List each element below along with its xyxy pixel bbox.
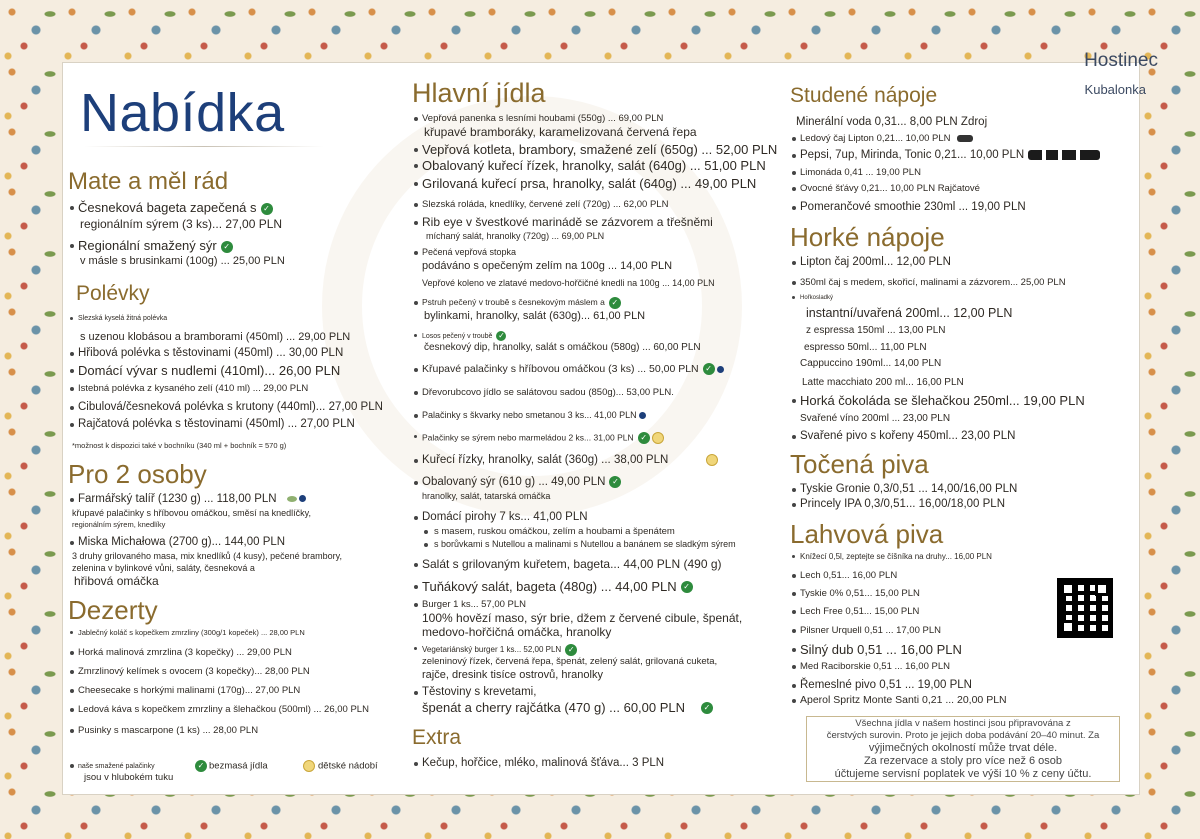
list-item-detail: Latte macchiato 200 ml... 16,00 PLN — [802, 377, 964, 388]
list-item: Ledový čaj Lipton 0,21... 10,00 PLN — [790, 132, 1135, 145]
list-item-detail: hranolky, salát, tatarská omáčka — [422, 490, 551, 501]
smiley-icon — [303, 760, 315, 772]
leaf-icon — [287, 496, 297, 502]
list-item-detail: Cappuccino 190ml... 14,00 PLN — [800, 358, 942, 369]
list-item: Palačinky s škvarky nebo smetanou 3 ks... 41,00 PLN — [412, 409, 784, 422]
section-title-dezerty: Dezerty — [68, 595, 158, 625]
list-item: Lech Free 0,51... 15,00 PLN — [790, 605, 1135, 618]
brand-name: Hostinec — [1084, 50, 1158, 71]
list-item: Vegetariánský burger 1 ks... 52,00 PLN ✓ — [412, 644, 784, 656]
list-item-detail: křupavé bramboráky, karamelizovaná červená řepa — [424, 125, 697, 139]
list-item: Česneková bageta zapečená s ✓ — [68, 200, 398, 216]
list-item: Pilsner Urquell 0,51 ... 17,00 PLN — [790, 624, 1135, 637]
list-item: Grilovaná kuřecí prsa, hranolky, salát (640g) ... 49,00 PLN — [412, 176, 784, 192]
list-item: Slezská kyselá žitná polévka — [68, 314, 398, 324]
list-item: Losos pečený v troubě ✓ — [412, 331, 784, 342]
list-item-detail: s uzenou klobásou a bramborami (450ml) ... 29,00 PLN — [80, 331, 351, 343]
list-item: Domácí vývar s nudlemi (410ml)... 26,00 PLN — [68, 363, 398, 379]
list-item-detail: zelenina v bylinkové vůni, saláty, česneková a — [72, 563, 255, 573]
list-item: Burger 1 ks... 57,00 PLN — [412, 598, 784, 611]
list-item: Zmrzlinový kelímek s ovocem (3 kopečky)... 28,00 PLN — [68, 665, 398, 678]
list-item: Obalovaný sýr (610 g) ... 49,00 PLN ✓ — [412, 475, 784, 490]
column-left — [68, 166, 398, 737]
list-item: Hřibová polévka s těstovinami (450ml) ... 30,00 PLN — [68, 346, 398, 361]
list-item: Silný dub 0,51 ... 16,00 PLN — [790, 642, 1135, 658]
list-item: Domácí pirohy 7 ks... 41,00 PLN — [412, 510, 784, 525]
drink-brands-icon — [1028, 150, 1100, 160]
list-item: Kuřecí řízky, hranolky, salát (360g) ... 38,00 PLN — [412, 453, 784, 468]
list-item: Hořkosladký — [790, 293, 1135, 303]
list-item: Horká čokoláda se šlehačkou 250ml... 19,00 PLN — [790, 393, 1135, 409]
list-item: Jablečný koláč s kopečkem zmrzliny (300g/1 kopeček) ... 28,00 PLN — [68, 628, 398, 638]
meatless-icon: ✓ — [638, 432, 650, 444]
list-item: Rib eye v švestkové marinádě se zázvorem a třešněmi — [412, 215, 784, 230]
list-item-detail: Svařené víno 200ml ... 23,00 PLN — [800, 413, 951, 424]
list-item: Miska Michałowa (2700 g)... 144,00 PLN — [68, 535, 398, 550]
section-title-mate: Mate a měl rád — [68, 168, 229, 195]
meatless-icon: ✓ — [261, 203, 273, 215]
meatless-icon: ✓ — [701, 702, 713, 714]
list-item: Svařené pivo s kořeny 450ml... 23,00 PLN — [790, 429, 1135, 444]
list-item: Řemeslné pivo 0,51 ... 19,00 PLN — [790, 678, 1135, 693]
meatless-icon: ✓ — [609, 476, 621, 488]
page-title: Nabídka — [80, 83, 285, 143]
list-item-detail: z espressa 150ml ... 13,00 PLN — [806, 325, 946, 336]
list-item: Regionální smažený sýr ✓ — [68, 238, 398, 254]
meatless-icon: ✓ — [681, 581, 693, 593]
section-title-studene: Studené nápoje — [790, 84, 938, 107]
list-item: Palačinky se sýrem nebo marmeládou 2 ks... 31,00 PLN ✓ — [412, 432, 784, 444]
info-dot-icon — [299, 495, 306, 502]
list-item-detail: česnekový dip, hranolky, salát s omáčkou (580g) ... 60,00 PLN — [424, 341, 701, 353]
section-title-pro2: Pro 2 osoby — [68, 459, 207, 489]
list-item: Med Raciborskie 0,51 ... 16,00 PLN — [790, 660, 1135, 673]
list-item-detail: špenát a cherry rajčátka (470 g) ... 60,00 PLN ✓ — [412, 700, 784, 716]
list-item: Pstruh pečený v troubě s česnekovým máslem a ✓ — [412, 296, 784, 309]
list-item: Vepřové koleno ve zlatavé medovo-hořčičné knedli na 100g ... 14,00 PLN — [422, 278, 715, 288]
list-item: Pusinky s mascarpone (1 ks) ... 28,00 PLN — [68, 724, 398, 737]
list-item: Tuňákový salát, bageta (480g) ... 44,00 PLN ✓ — [412, 579, 784, 595]
list-item: Tyskie Gronie 0,3/0,51 ... 14,00/16,00 PLN — [790, 482, 1135, 497]
list-item: Těstoviny s krevetami, — [412, 685, 784, 700]
legend-fried: naše smažené palačinky — [70, 760, 155, 770]
list-item: Cibulová/česneková polévka s krutony (440ml)... 27,00 PLN — [68, 400, 398, 415]
list-item: Horká malinová zmrzlina (3 kopečky) ... 29,00 PLN — [68, 646, 398, 659]
smiley-icon — [706, 454, 718, 466]
info-note: Všechna jídla v našem hostinci jsou připravována z čerstvých surovin. Proto je jejich doba podávání 20–40 minut. Za výjimečných okolností může trvat déle. Za rezervace a stoly pro více než 6 osob účtujeme servisní poplatek ve výši 10 % z ceny účtu. — [806, 716, 1120, 782]
list-item-detail: regionálním sýrem, knedlíky — [72, 520, 166, 529]
meatless-icon: ✓ — [195, 760, 207, 772]
list-item: Vepřová kotleta, brambory, smažené zelí (650g) ... 52,00 PLN — [412, 142, 784, 158]
list-item: Kečup, hořčice, mléko, malinová šťáva... 3 PLN — [412, 756, 784, 771]
smiley-icon — [652, 432, 664, 444]
list-item-detail: rajče, dresink tisíce ostrovů, hranolky — [422, 668, 603, 681]
list-item: Minerální voda 0,31... 8,00 PLN Zdroj — [796, 116, 988, 128]
list-item: Pepsi, 7up, Mirinda, Tonic 0,21... 10,00 PLN — [790, 148, 1135, 163]
list-item: Ledová káva s kopečkem zmrzliny a šlehačkou (500ml) ... 26,00 PLN — [68, 703, 398, 716]
list-item-detail: podáváno s opečeným zelím na 100g ... 14,00 PLN — [422, 260, 673, 272]
list-item: Pomerančové smoothie 230ml ... 19,00 PLN — [790, 200, 1135, 215]
list-item-detail: v másle s brusinkami (100g) ... 25,00 PLN — [80, 255, 285, 267]
list-item-detail: bylinkami, hranolky, salát (630g)... 61,00 PLN — [424, 310, 646, 322]
section-title-extra: Extra — [412, 725, 462, 749]
list-item: Aperol Spritz Monte Santi 0,21 ... 20,00 PLN — [790, 694, 1135, 707]
info-dot-icon — [639, 412, 646, 419]
list-item: Knížecí 0,5l, zeptejte se číšníka na druhy... 16,00 PLN — [790, 552, 1135, 562]
list-item-detail: míchaný salát, hranolky (720g) ... 69,00 PLN — [426, 231, 605, 241]
meatless-icon: ✓ — [703, 363, 715, 375]
list-item: Tyskie 0% 0,51... 15,00 PLN — [790, 587, 1135, 600]
list-item-detail: medovo-hořčičná omáčka, hranolky — [422, 624, 612, 639]
list-item: Pečená vepřová stopka — [412, 246, 784, 259]
legend-fried-2: jsou v hlubokém tuku — [84, 772, 174, 783]
list-item: Istebná polévka z kysaného zelí (410 ml) ... 29,00 PLN — [68, 382, 398, 395]
meatless-icon: ✓ — [498, 331, 505, 340]
list-item: Lech 0,51... 16,00 PLN — [790, 569, 1135, 582]
list-item: Limonáda 0,41 ... 19,00 PLN — [790, 166, 1135, 179]
title-divider — [84, 146, 324, 147]
list-item: Princely IPA 0,3/0,51... 16,00/18,00 PLN — [790, 497, 1135, 512]
list-item-detail: s borůvkami s Nutellou a malinami s Nutellou a banánem se sladkým sýrem — [412, 538, 784, 551]
list-item-detail: hřibová omáčka — [74, 574, 159, 588]
meatless-icon: ✓ — [609, 297, 621, 309]
list-item-detail: s masem, ruskou omáčkou, zelím a houbami a špenátem — [412, 525, 784, 538]
section-title-polevky: Polévky — [76, 282, 150, 305]
section-title-tocena: Točená piva — [790, 449, 929, 479]
section-title-hlavni: Hlavní jídla — [412, 78, 546, 108]
section-title-horke: Horké nápoje — [790, 222, 945, 252]
list-item: Cheesecake s horkými malinami (170g)... 27,00 PLN — [68, 684, 398, 697]
list-item-detail: 3 druhy grilovaného masa, mix knedlíků (4 kusy), pečené brambory, — [72, 551, 342, 561]
brand-sub: Kubalonka — [1084, 82, 1146, 97]
list-item: Salát s grilovaným kuřetem, bageta... 44,00 PLN (490 g) — [412, 557, 784, 572]
list-item: Rajčatová polévka s těstovinami (450ml) ... 27,00 PLN — [68, 417, 398, 432]
info-dot-icon — [717, 366, 724, 373]
list-item-detail: křupavé palačinky s hříbovou omáčkou, směsí na knedlíčky, — [72, 508, 311, 518]
column-middle — [412, 76, 784, 771]
list-item-detail: zeleninový řízek, červená řepa, špenát, zelený salát, grilovaná cuketa, — [422, 655, 718, 667]
list-item-detail: instantní/uvařená 200ml... 12,00 PLN — [806, 306, 1013, 320]
list-item-detail: 100% hovězí maso, sýr brie, džem z červené cibule, špenát, — [422, 610, 743, 625]
list-item: Křupavé palačinky s hříbovou omáčkou (3 ks) ... 50,00 PLN ✓ — [412, 363, 784, 376]
list-item: Slezská roláda, knedlíky, červené zelí (720g) ... 62,00 PLN — [412, 198, 784, 211]
meatless-icon: ✓ — [221, 241, 233, 253]
legend-meatless: ✓ bezmasá jídla — [195, 760, 268, 772]
legend-kids: dětské nádobí — [303, 760, 378, 772]
list-item: Dřevorubcovo jídlo se salátovou sadou (850g)... 53,00 PLN. — [412, 386, 784, 399]
section-title-lahvova: Lahvová piva — [790, 519, 944, 549]
list-item: 350ml čaj s medem, skořicí, malinami a zázvorem... 25,00 PLN — [790, 276, 1135, 289]
list-item: Farmářský talíř (1230 g) ... 118,00 PLN — [68, 492, 398, 507]
list-item-detail: espresso 50ml... 11,00 PLN — [804, 342, 927, 353]
meatless-icon: ✓ — [565, 644, 577, 656]
qr-code[interactable] — [1057, 578, 1113, 638]
list-item: Lipton čaj 200ml... 12,00 PLN — [790, 255, 1135, 270]
lipton-logo-icon — [957, 135, 973, 142]
list-item-detail: regionálním sýrem (3 ks)... 27,00 PLN — [80, 217, 283, 231]
list-item: Obalovaný kuřecí řízek, hranolky, salát (640g) ... 51,00 PLN — [412, 158, 784, 174]
list-item: Vepřová panenka s lesními houbami (550g) ... 69,00 PLN — [412, 112, 784, 125]
soup-note: *možnost k dispozici také v bochníku (340 ml + bochník = 570 g) — [72, 441, 287, 450]
list-item: Ovocné šťávy 0,21... 10,00 PLN Rajčatové — [790, 182, 1135, 195]
